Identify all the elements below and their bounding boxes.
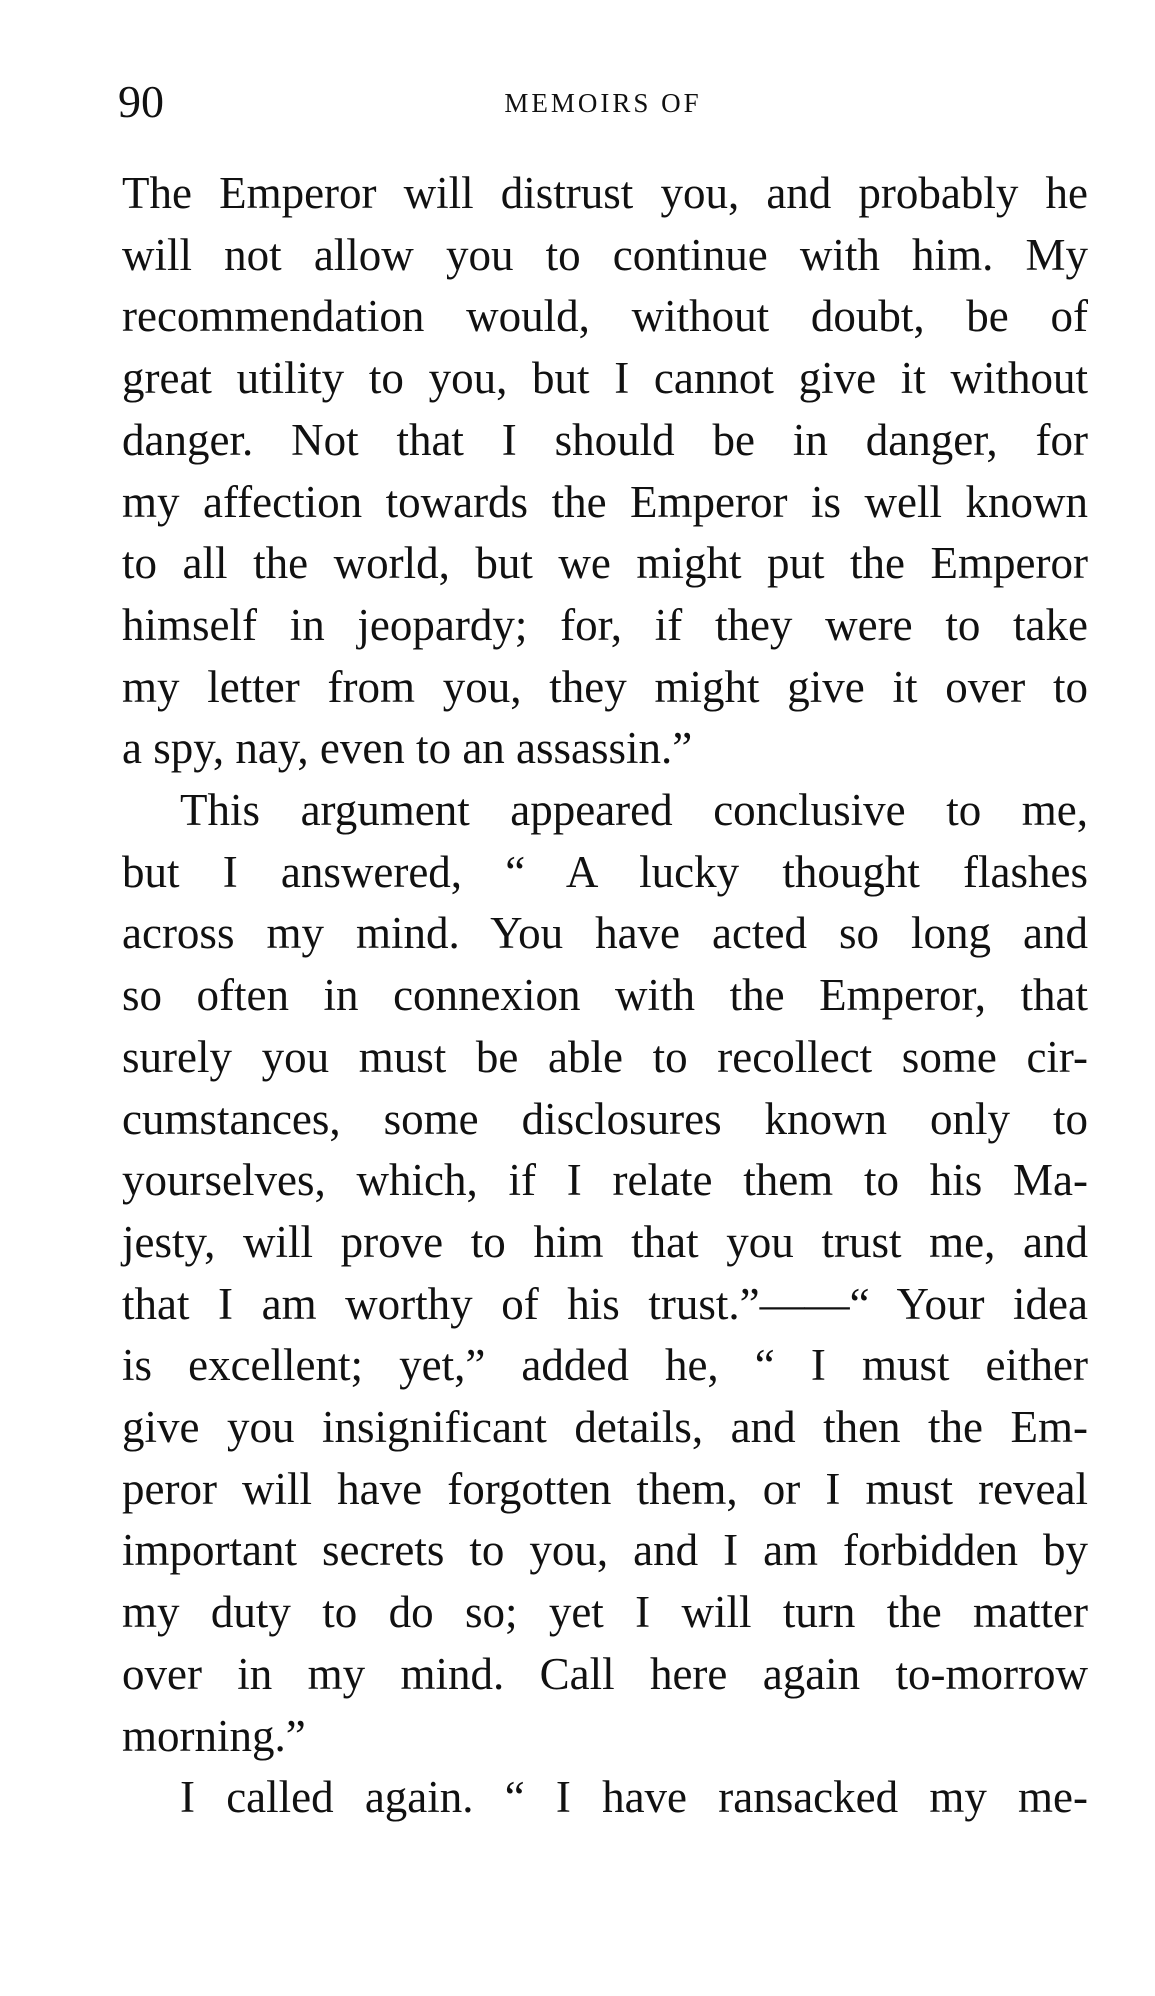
- text-line: I called again. “ I have ransacked my me-: [180, 1772, 1088, 1823]
- text-line: that I am worthy of his trust.”——“ Your idea: [122, 1278, 1088, 1329]
- text-line: to all the world, but we might put the Emperor: [122, 538, 1088, 589]
- running-title: MEMOIRS OF: [504, 88, 702, 118]
- text-line: my letter from you, they might give it over to: [122, 661, 1088, 712]
- text-line: over in my mind. Call here again to-morrow: [122, 1648, 1088, 1699]
- text-line: recommendation would, without doubt, be of: [122, 291, 1088, 342]
- paragraph-2: [122, 780, 1088, 1767]
- body-text: [122, 163, 1088, 1829]
- text-line: himself in jeopardy; for, if they were to take: [122, 599, 1088, 650]
- text-line: yourselves, which, if I relate them to his Ma-: [122, 1155, 1088, 1206]
- text-line: across my mind. You have acted so long and: [122, 908, 1088, 959]
- text-line: The Emperor will distrust you, and probably he: [122, 168, 1088, 218]
- text-line: give you insignificant details, and then the Em-: [122, 1402, 1088, 1453]
- text-line: surely you must be able to recollect some cir-: [122, 1031, 1088, 1082]
- text-line: danger. Not that I should be in danger, for: [122, 414, 1088, 465]
- text-line: morning.”: [122, 1710, 306, 1761]
- text-line: will not allow you to continue with him. My: [122, 229, 1088, 280]
- text-line: is excellent; yet,” added he, “ I must either: [122, 1340, 1088, 1391]
- text-line: my duty to do so; yet I will turn the matter: [122, 1587, 1088, 1638]
- text-line: peror will have forgotten them, or I must reveal: [122, 1463, 1088, 1514]
- text-line: but I answered, “ A lucky thought flashes: [122, 846, 1088, 897]
- text-line: a spy, nay, even to an assassin.”: [122, 723, 693, 774]
- text-line: jesty, will prove to him that you trust me, and: [122, 1216, 1088, 1267]
- running-head: [118, 72, 1088, 132]
- text-line: my affection towards the Emperor is well known: [122, 476, 1088, 527]
- text-line: This argument appeared conclusive to me,: [180, 785, 1088, 836]
- text-line: so often in connexion with the Emperor, that: [122, 970, 1088, 1021]
- paragraph-1: [122, 163, 1088, 780]
- text-line: cumstances, some disclosures known only to: [122, 1093, 1088, 1144]
- text-line: great utility to you, but I cannot give it without: [122, 353, 1088, 404]
- text-line: important secrets to you, and I am forbidden by: [122, 1525, 1088, 1576]
- paragraph-3: [122, 1767, 1088, 1829]
- page-number: 90: [118, 76, 164, 127]
